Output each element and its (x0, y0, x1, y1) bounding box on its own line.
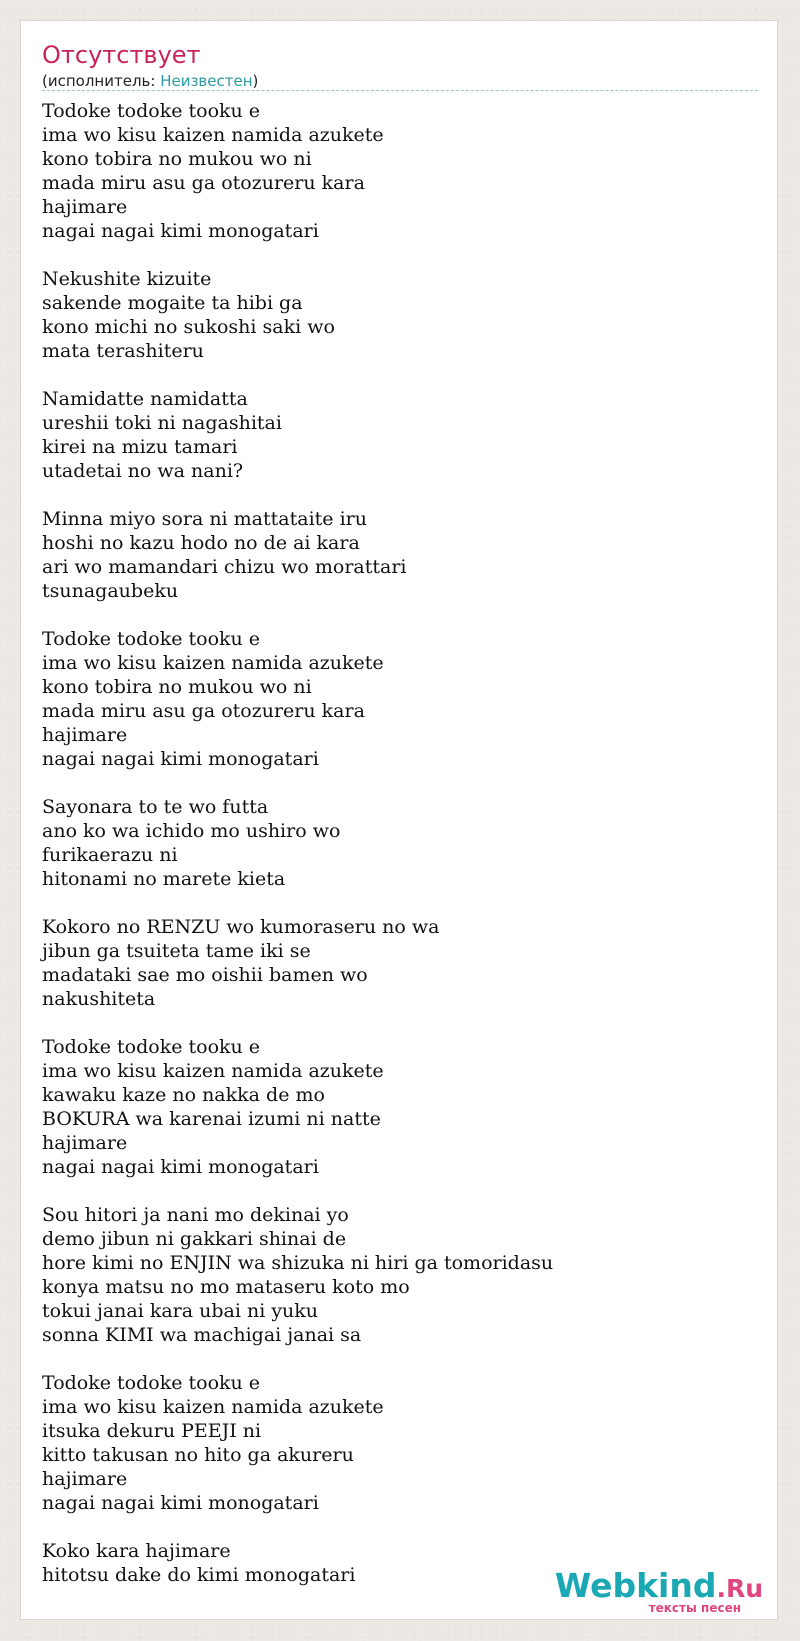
lyrics-line: Sayonara to te wo futta (42, 796, 269, 818)
song-title: Отсутствует (42, 41, 201, 69)
lyrics-line: utadetai no wa nani? (42, 460, 244, 482)
lyrics-stanza (42, 507, 758, 603)
lyrics-card (20, 20, 778, 1620)
lyrics-line: Todoke todoke tooku e (42, 1372, 261, 1394)
lyrics-line: Sou hitori ja nani mo dekinai yo (42, 1204, 349, 1226)
logo-word: Webkind (554, 1566, 717, 1605)
artist-prefix: (исполнитель: (42, 72, 161, 90)
lyrics-stanza (42, 1035, 758, 1179)
lyrics-line: demo jibun ni gakkari shinai de (42, 1228, 347, 1250)
lyrics-line: kono tobira no mukou wo ni (42, 148, 312, 170)
lyrics-line: nagai nagai kimi monogatari (42, 748, 319, 770)
lyrics-line: nagai nagai kimi monogatari (42, 1156, 319, 1178)
logo-tagline: тексты песен (648, 1601, 741, 1615)
lyrics-line: ureshii toki ni nagashitai (42, 412, 282, 434)
lyrics-line: hoshi no kazu hodo no de ai kara (42, 532, 360, 554)
lyrics-line: hore kimi no ENJIN wa shizuka ni hiri ga tomoridasu (42, 1252, 554, 1274)
lyrics-line: sonna KIMI wa machigai janai sa (42, 1324, 362, 1346)
lyrics-line: ima wo kisu kaizen namida azukete (42, 1060, 384, 1082)
lyrics-line: hajimare (42, 724, 128, 746)
lyrics-line: tokui janai kara ubai ni yuku (42, 1300, 319, 1322)
lyrics-line: Todoke todoke tooku e (42, 1036, 261, 1058)
lyrics-line: Koko kara hajimare (42, 1540, 231, 1562)
lyrics-stanza (42, 1371, 758, 1515)
lyrics-line: ima wo kisu kaizen namida azukete (42, 652, 384, 674)
lyrics-line: Namidatte namidatta (42, 388, 248, 410)
lyrics-stanza (42, 1203, 758, 1347)
site-logo[interactable] (554, 1566, 771, 1615)
lyrics-line: nagai nagai kimi monogatari (42, 1492, 319, 1514)
lyrics-line: kirei na mizu tamari (42, 436, 238, 458)
lyrics-line: itsuka dekuru PEEJI ni (42, 1420, 262, 1442)
lyrics-line: konya matsu no mo mataseru koto mo (42, 1276, 410, 1298)
lyrics-line: kawaku kaze no nakka de mo (42, 1084, 325, 1106)
lyrics-line: Kokoro no RENZU wo kumoraseru no wa (42, 916, 440, 938)
lyrics-line: madataki sae mo oishii bamen wo (42, 964, 368, 986)
lyrics-line: mada miru asu ga otozureru kara (42, 700, 365, 722)
lyrics-line: Todoke todoke tooku e (42, 100, 261, 122)
lyrics-stanza (42, 99, 758, 243)
lyrics-text (42, 99, 758, 1611)
lyrics-line: hajimare (42, 1468, 128, 1490)
lyrics-line: tsunagaubeku (42, 580, 179, 602)
lyrics-line: Minna miyo sora ni mattataite iru (42, 508, 367, 530)
lyrics-stanza (42, 267, 758, 363)
lyrics-stanza (42, 387, 758, 483)
artist-link[interactable]: Неизвестен (160, 72, 253, 90)
lyrics-line: mada miru asu ga otozureru kara (42, 172, 365, 194)
lyrics-line: Nekushite kizuite (42, 268, 212, 290)
lyrics-line: mata terashiteru (42, 340, 204, 362)
lyrics-line: kitto takusan no hito ga akureru (42, 1444, 354, 1466)
lyrics-line: ima wo kisu kaizen namida azukete (42, 1396, 384, 1418)
lyrics-line: ano ko wa ichido mo ushiro wo (42, 820, 341, 842)
lyrics-line: Todoke todoke tooku e (42, 628, 261, 650)
lyrics-line: ari wo mamandari chizu wo morattari (42, 556, 407, 578)
title-divider (42, 90, 758, 91)
lyrics-stanza (42, 795, 758, 891)
logo-tld: .Ru (716, 1574, 763, 1603)
lyrics-stanza (42, 627, 758, 771)
lyrics-line: hajimare (42, 196, 128, 218)
lyrics-line: hajimare (42, 1132, 128, 1154)
lyrics-line: nakushiteta (42, 988, 156, 1010)
lyrics-line: BOKURA wa karenai izumi ni natte (42, 1108, 381, 1130)
lyrics-line: jibun ga tsuiteta tame iki se (42, 940, 311, 962)
lyrics-line: hitonami no marete kieta (42, 868, 286, 890)
lyrics-line: kono tobira no mukou wo ni (42, 676, 312, 698)
lyrics-line: hitotsu dake do kimi monogatari (42, 1564, 356, 1586)
lyrics-line: sakende mogaite ta hibi ga (42, 292, 303, 314)
lyrics-line: kono michi no sukoshi saki wo (42, 316, 335, 338)
artist-line (42, 72, 258, 90)
lyrics-stanza (42, 915, 758, 1011)
lyrics-line: furikaerazu ni (42, 844, 178, 866)
lyrics-line: ima wo kisu kaizen namida azukete (42, 124, 384, 146)
artist-suffix: ) (252, 72, 259, 90)
lyrics-line: nagai nagai kimi monogatari (42, 220, 319, 242)
